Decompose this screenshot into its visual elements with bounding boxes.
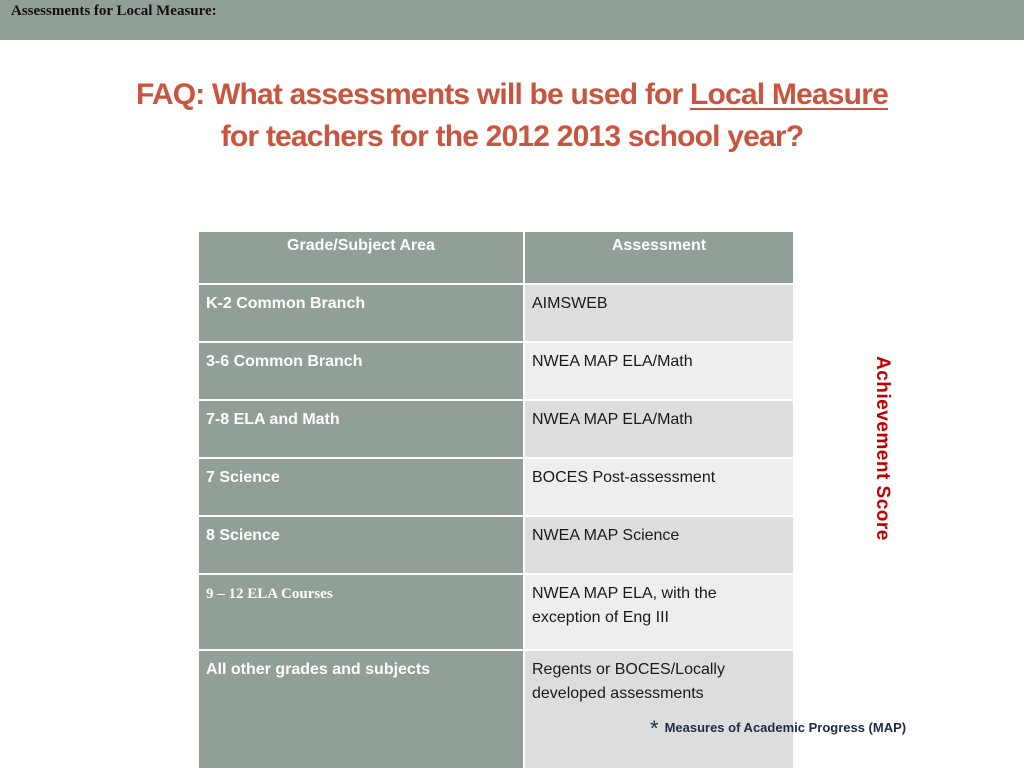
assessment-cell: NWEA MAP ELA/Math xyxy=(524,342,794,400)
table-row xyxy=(198,458,794,516)
footnote-marker: * xyxy=(650,716,659,741)
assessment-cell: AIMSWEB xyxy=(524,284,794,342)
assessment-cell: BOCES Post-assessment xyxy=(524,458,794,516)
table-row xyxy=(198,342,794,400)
achievement-score-label: Achievement Score xyxy=(872,356,893,541)
subject-cell: K-2 Common Branch xyxy=(198,284,524,342)
table-row xyxy=(198,574,794,650)
assessment-cell: Regents or BOCES/Locally developed assessments xyxy=(524,650,794,769)
footnote xyxy=(650,712,907,741)
subject-cell: All other grades and subjects xyxy=(198,650,524,769)
title-underlined-term: Local Measure xyxy=(689,78,888,111)
column-header-subject: Grade/Subject Area xyxy=(198,231,524,284)
assessment-cell: NWEA MAP Science xyxy=(524,516,794,574)
subject-cell: 7 Science xyxy=(198,458,524,516)
assessment-cell: NWEA MAP ELA/Math xyxy=(524,400,794,458)
header-title: Assessments for Local Measure: xyxy=(11,3,217,19)
table-row xyxy=(198,650,794,769)
table-row xyxy=(198,284,794,342)
subject-cell: 8 Science xyxy=(198,516,524,574)
table-row xyxy=(198,516,794,574)
title-line-2: for teachers for the 2012 2013 school year? xyxy=(220,120,804,153)
footnote-text: Measures of Academic Progress (MAP) xyxy=(664,720,907,735)
assessment-table-container xyxy=(197,230,793,770)
table-header-row xyxy=(198,231,794,284)
title-line-1 xyxy=(60,74,964,116)
table-row xyxy=(198,400,794,458)
subject-cell: 7-8 ELA and Math xyxy=(198,400,524,458)
header-bar xyxy=(0,0,1024,40)
subject-cell: 3-6 Common Branch xyxy=(198,342,524,400)
column-header-assessment: Assessment xyxy=(524,231,794,284)
subject-cell: 9 – 12 ELA Courses xyxy=(198,574,524,650)
page-title xyxy=(60,74,964,158)
assessment-cell: NWEA MAP ELA, with the exception of Eng III xyxy=(524,574,794,650)
assessment-table xyxy=(197,230,795,770)
title-prefix: FAQ: What assessments will be used for xyxy=(136,78,690,111)
